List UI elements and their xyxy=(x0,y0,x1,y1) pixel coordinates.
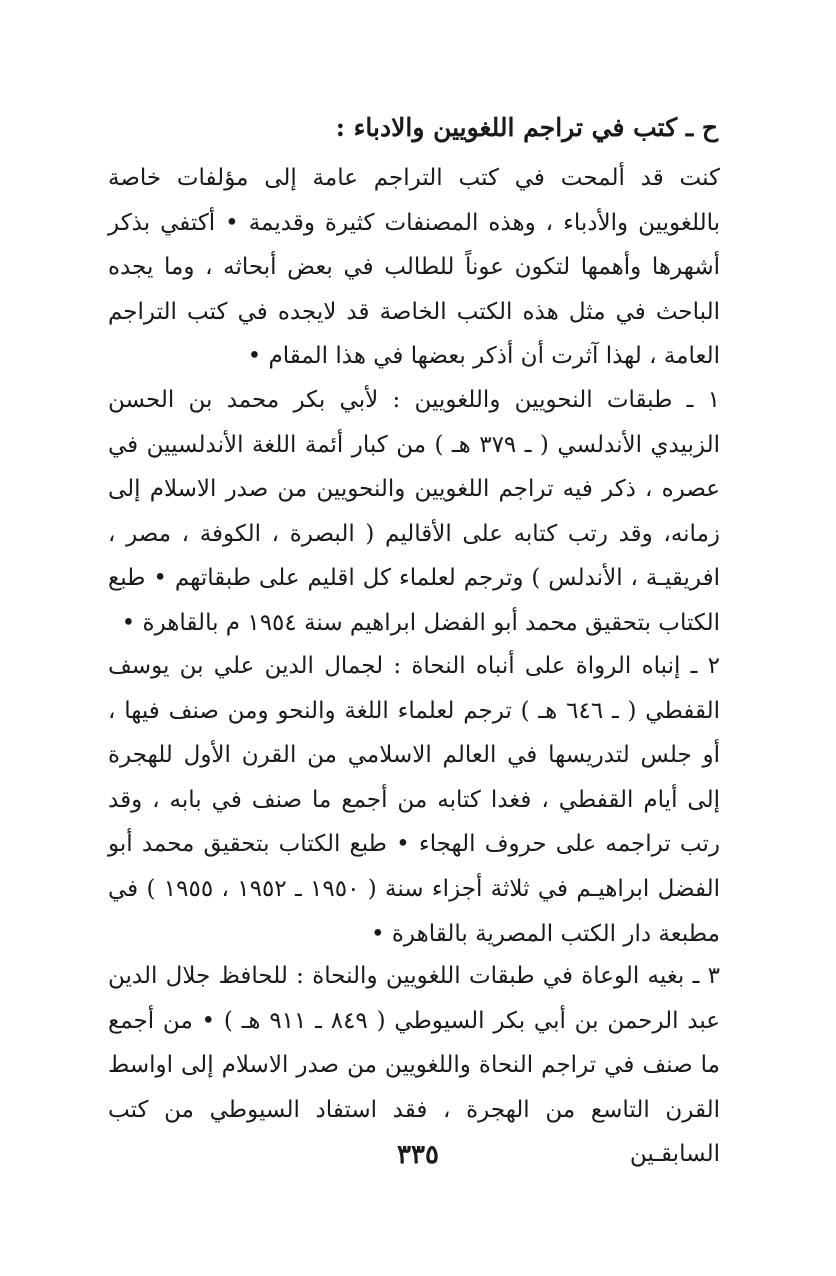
intro-paragraph: كنت قد ألمحت في كتب التراجم عامة إلى مؤلفات خاصة باللغويين والأدباء ، وهذه المصنفات كثيرة وقديمة • أكتفي بذكر أشهرها وأهمها لتكون عوناً للطالب في بعض أبحاثه ، وما يجده الباحث في مثل هذه الكتب الخاصة قد لايجده في كتب التراجم العامة ، لهذا آثرت أن أذكر بعضها في هذا المقام • xyxy=(108,165,720,370)
entry-paragraph-3: ٣ ـ بغيه الوعاة في طبقات اللغويين والنحاة : للحافظ جلال الدين عبد الرحمن بن أبي بكر السيوطي ( ٨٤٩ ـ ٩١١ هـ ) • من أجمع ما صنف في تراجم النحاة واللغويين من صدر الاسلام إلى اواسط القرن التاسع من الهجرة ، فقد استفاد السيوطي من كتب السابقـين xyxy=(108,963,720,1168)
page-number: ٣٣٥ xyxy=(397,1140,439,1170)
section-heading: ح ـ كتب في تراجم اللغويين والادباء : xyxy=(335,113,718,142)
entry-paragraph-2: ٢ ـ إنباه الرواة على أنباه النحاة : لجمال الدين علي بن يوسف القفطي ( ـ ٦٤٦ هـ ) ترجم لعلماء اللغة والنحو ومن صنف فيها ، أو جلس لتدريسها في العالم الاسلامي من القرن الأول للهجرة إلى أيام القفطي ، فغدا كتابه من أجمع ما صنف في بابه ، وقد رتب تراجمه على حروف الهجاء • طبع الكتاب بتحقيق محمد أبو الفضل ابراهيـم في ثلاثة أجزاء سنة ( ١٩٥٠ ـ ١٩٥٢ ، ١٩٥٥ ) في مطبعة دار الكتب المصرية بالقاهرة • xyxy=(108,653,721,947)
entry-paragraph-1: ١ ـ طبقات النحويين واللغويين : لأبي بكر محمد بن الحسن الزبيدي الأندلسي ( ـ ٣٧٩ هـ ) من كبار أئمة اللغة الأندلسيين في عصره ، ذكر فيه تراجم اللغويين والنحويين من صدر الاسلام إلى زمانه، وقد رتب كتابه على الأقاليم ( البصرة ، الكوفة ، مصر ، افريقيـة ، الأندلس ) وترجم لعلماء كل اقليم على طبقاتهم • طبع الكتاب بتحقيق محمد أبو الفضل ابراهيم سنة ١٩٥٤ م بالقاهرة • xyxy=(108,387,721,636)
